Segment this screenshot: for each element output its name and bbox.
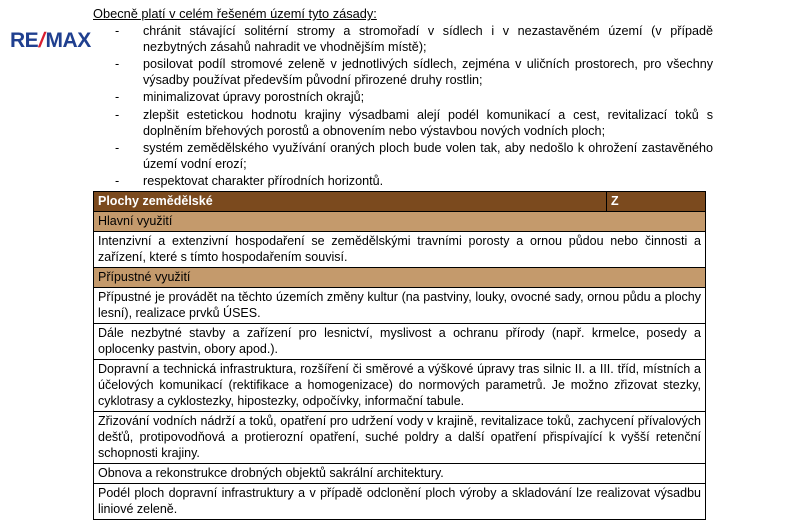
table-row xyxy=(94,232,706,268)
list-item-text: respektovat charakter přírodních horizontů. xyxy=(143,173,384,188)
table-cell-text: Intenzivní a extenzivní hospodaření se zemědělskými travními porosty a ornou půdou nebo činnosti a zařízení, které s tímto hospodařením souvisí. xyxy=(94,232,706,268)
table-cell-text: Obnova a rekonstrukce drobných objektů sakrální architektury. xyxy=(94,464,706,484)
logo-text-max: MAX xyxy=(45,29,91,52)
list-item-text: minimalizovat úpravy porostních okrajů; xyxy=(143,90,365,105)
table-section-header xyxy=(94,268,706,288)
table-row xyxy=(94,288,706,324)
list-item-text: posilovat podíl stromové zeleně v jednotlivých sídlech, zejména v uličních prostorech, pro všechny výsadby používat především původní přirozené druhy rostlin; xyxy=(143,57,713,88)
list-item-text: zlepšit estetickou hodnotu krajiny výsadbami alejí podél komunikací a cest, revitalizací toků s doplněním břehových porostů a obnovením nebo výstavbou nových vodních ploch; xyxy=(143,107,713,138)
dash-bullet: - xyxy=(115,140,120,155)
logo-slash: / xyxy=(36,29,48,52)
dash-bullet: - xyxy=(115,173,120,188)
table-header-title: Plochy zemědělské xyxy=(94,192,607,212)
principles-list xyxy=(93,23,713,189)
dash-bullet: - xyxy=(115,90,120,105)
list-item-text: chránit stávající solitérní stromy a stromořadí v sídlech i v nezastavěném území (v případě nezbytných zásahů nahradit ve vhodnějším místě); xyxy=(143,23,713,55)
dash-bullet: - xyxy=(115,57,120,72)
list-item xyxy=(93,89,713,105)
list-item xyxy=(93,140,713,172)
intro-block xyxy=(93,6,713,190)
section-label-permitted-use: Přípustné využití xyxy=(94,268,706,288)
table-header-row xyxy=(94,192,706,212)
intro-title: Obecně platí v celém řešeném území tyto zásady: xyxy=(93,6,377,21)
table-row xyxy=(94,464,706,484)
dash-bullet: - xyxy=(115,107,120,122)
zoning-table xyxy=(93,191,706,520)
zoning-table-wrapper xyxy=(93,191,706,520)
table-cell-text: Přípustné je provádět na těchto územích změny kultur (na pastviny, louky, ovocné sady, ornou půdu a plochy lesní), realizace prvků ÚSES. xyxy=(94,288,706,324)
list-item xyxy=(93,56,713,88)
table-row xyxy=(94,484,706,520)
table-row xyxy=(94,360,706,412)
table-cell-text: Dále nezbytné stavby a zařízení pro lesnictví, myslivost a ochranu přírody (např. krmelce, posedy a oplocenky pastvin, obory apod.). xyxy=(94,324,706,360)
list-item-text: systém zemědělského využívání oraných ploch bude volen tak, aby nedošlo k ohrožení zastavěného území vodní erozí; xyxy=(143,140,713,171)
table-cell-text: Podél ploch dopravní infrastruktury a v případě odclonění ploch výroby a skladování lze realizovat výsadbu liniové zeleně. xyxy=(94,484,706,520)
table-row xyxy=(94,412,706,464)
dash-bullet: - xyxy=(115,23,120,38)
table-cell-text: Dopravní a technická infrastruktura, rozšíření či směrové a výškové úpravy tras silnic II. a III. tříd, místních a účelových komunikací (rektifikace a homogenizace) do normových parametrů. Je možno zřizovat stezky, cyklotrasy a cyklostezky, hipostezky, odpočívky, informační tabule. xyxy=(94,360,706,412)
table-row xyxy=(94,324,706,360)
remax-logo xyxy=(10,28,90,54)
table-cell-text: Zřizování vodních nádrží a toků, opatření pro udržení vody v krajině, revitalizace toků, zachycení přívalových dešťů, protipovodňová a protierozní opatření, suché poldry a další opatření přispívající k vyšší retenční schopnosti krajiny. xyxy=(94,412,706,464)
list-item xyxy=(93,107,713,139)
section-label-main-use: Hlavní využití xyxy=(94,212,706,232)
list-item xyxy=(93,23,713,55)
table-section-header xyxy=(94,212,706,232)
list-item xyxy=(93,173,713,189)
table-header-code: Z xyxy=(607,192,706,212)
logo-text-re: RE xyxy=(10,29,39,52)
